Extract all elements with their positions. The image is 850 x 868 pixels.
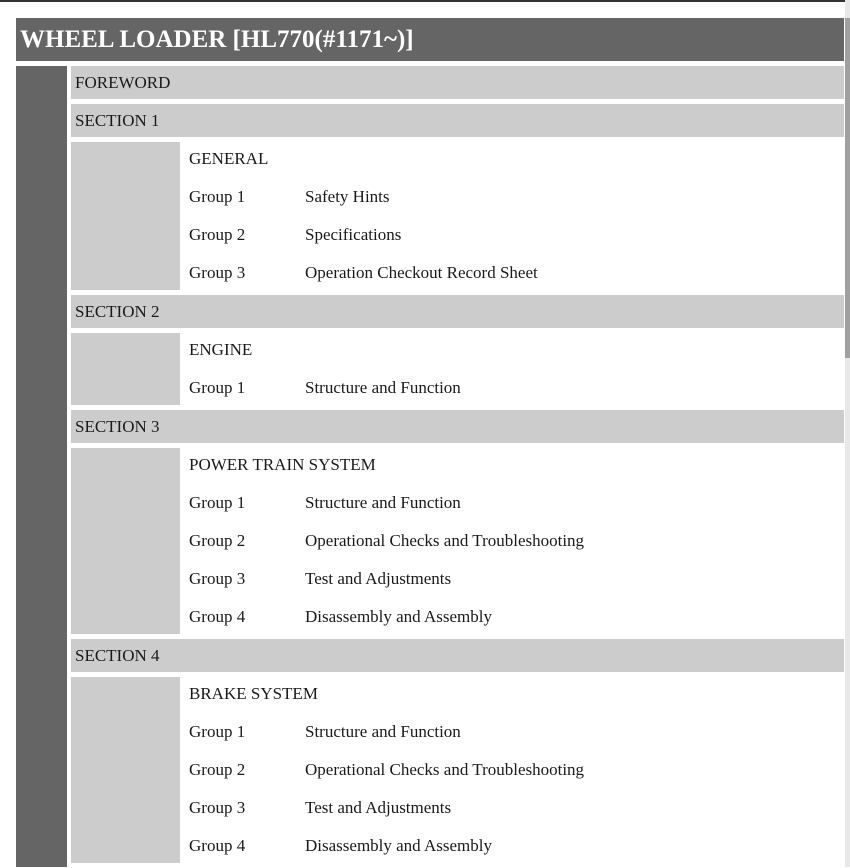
section-heading: POWER TRAIN SYSTEM [189,455,376,474]
group-title-link[interactable]: Structure and Function [305,493,461,512]
section-heading: ENGINE [189,340,253,359]
group-title-link[interactable]: Structure and Function [305,722,461,741]
section-indent-pad [71,333,180,405]
toc-entry [189,562,844,600]
section-3-contents [71,448,844,634]
toc-entry [189,486,844,524]
section-heading: GENERAL [189,149,269,168]
group-number: Group 2 [189,760,246,779]
group-number: Group 4 [189,836,246,855]
section-indent-pad [71,677,180,863]
group-title-link[interactable]: Operational Checks and Troubleshooting [305,531,585,550]
group-number: Group 1 [189,493,246,512]
group-number: Group 4 [189,607,246,626]
group-number: Group 1 [189,378,246,397]
toc-entry [189,218,844,256]
group-title-link[interactable]: Structure and Function [305,378,461,397]
section-2-contents [71,333,844,405]
group-title-link[interactable]: Disassembly and Assembly [305,607,492,626]
group-title-link[interactable]: Operational Checks and Troubleshooting [305,760,585,779]
section-2-header[interactable]: SECTION 2 [71,295,844,328]
toc-entry [189,753,844,791]
section-1-header[interactable]: SECTION 1 [71,104,844,137]
group-number: Group 3 [189,263,246,282]
toc-entry [189,256,844,290]
top-rule [0,0,850,2]
toc-entry [189,524,844,562]
group-title-link[interactable]: Test and Adjustments [305,569,452,588]
foreword-link[interactable]: FOREWORD [71,66,844,99]
group-title-link[interactable]: Specifications [305,225,402,244]
group-title-link[interactable]: Disassembly and Assembly [305,836,492,855]
manual-title: WHEEL LOADER [HL770(#1171~)] [16,18,844,61]
toc-entry [189,829,844,863]
group-number: Group 2 [189,531,246,550]
section-indent-pad [71,142,180,290]
group-title-link[interactable]: Operation Checkout Record Sheet [305,263,538,282]
group-number: Group 2 [189,225,246,244]
section-heading: BRAKE SYSTEM [189,684,318,703]
toc-entry [189,791,844,829]
vertical-scrollbar-thumb[interactable] [845,18,850,358]
section-1-contents [71,142,844,290]
group-title-link[interactable]: Test and Adjustments [305,798,452,817]
toc-entry [189,371,844,405]
left-margin-strip [16,66,67,867]
toc-entry [189,715,844,753]
toc-entry [189,600,844,634]
toc-entry [189,180,844,218]
section-3-header[interactable]: SECTION 3 [71,410,844,443]
section-4-contents [71,677,844,863]
group-number: Group 1 [189,187,246,206]
group-number: Group 3 [189,798,246,817]
table-of-contents [71,66,844,868]
group-title-link[interactable]: Safety Hints [305,187,390,206]
section-4-header[interactable]: SECTION 4 [71,639,844,672]
section-indent-pad [71,448,180,634]
group-number: Group 1 [189,722,246,741]
group-number: Group 3 [189,569,246,588]
